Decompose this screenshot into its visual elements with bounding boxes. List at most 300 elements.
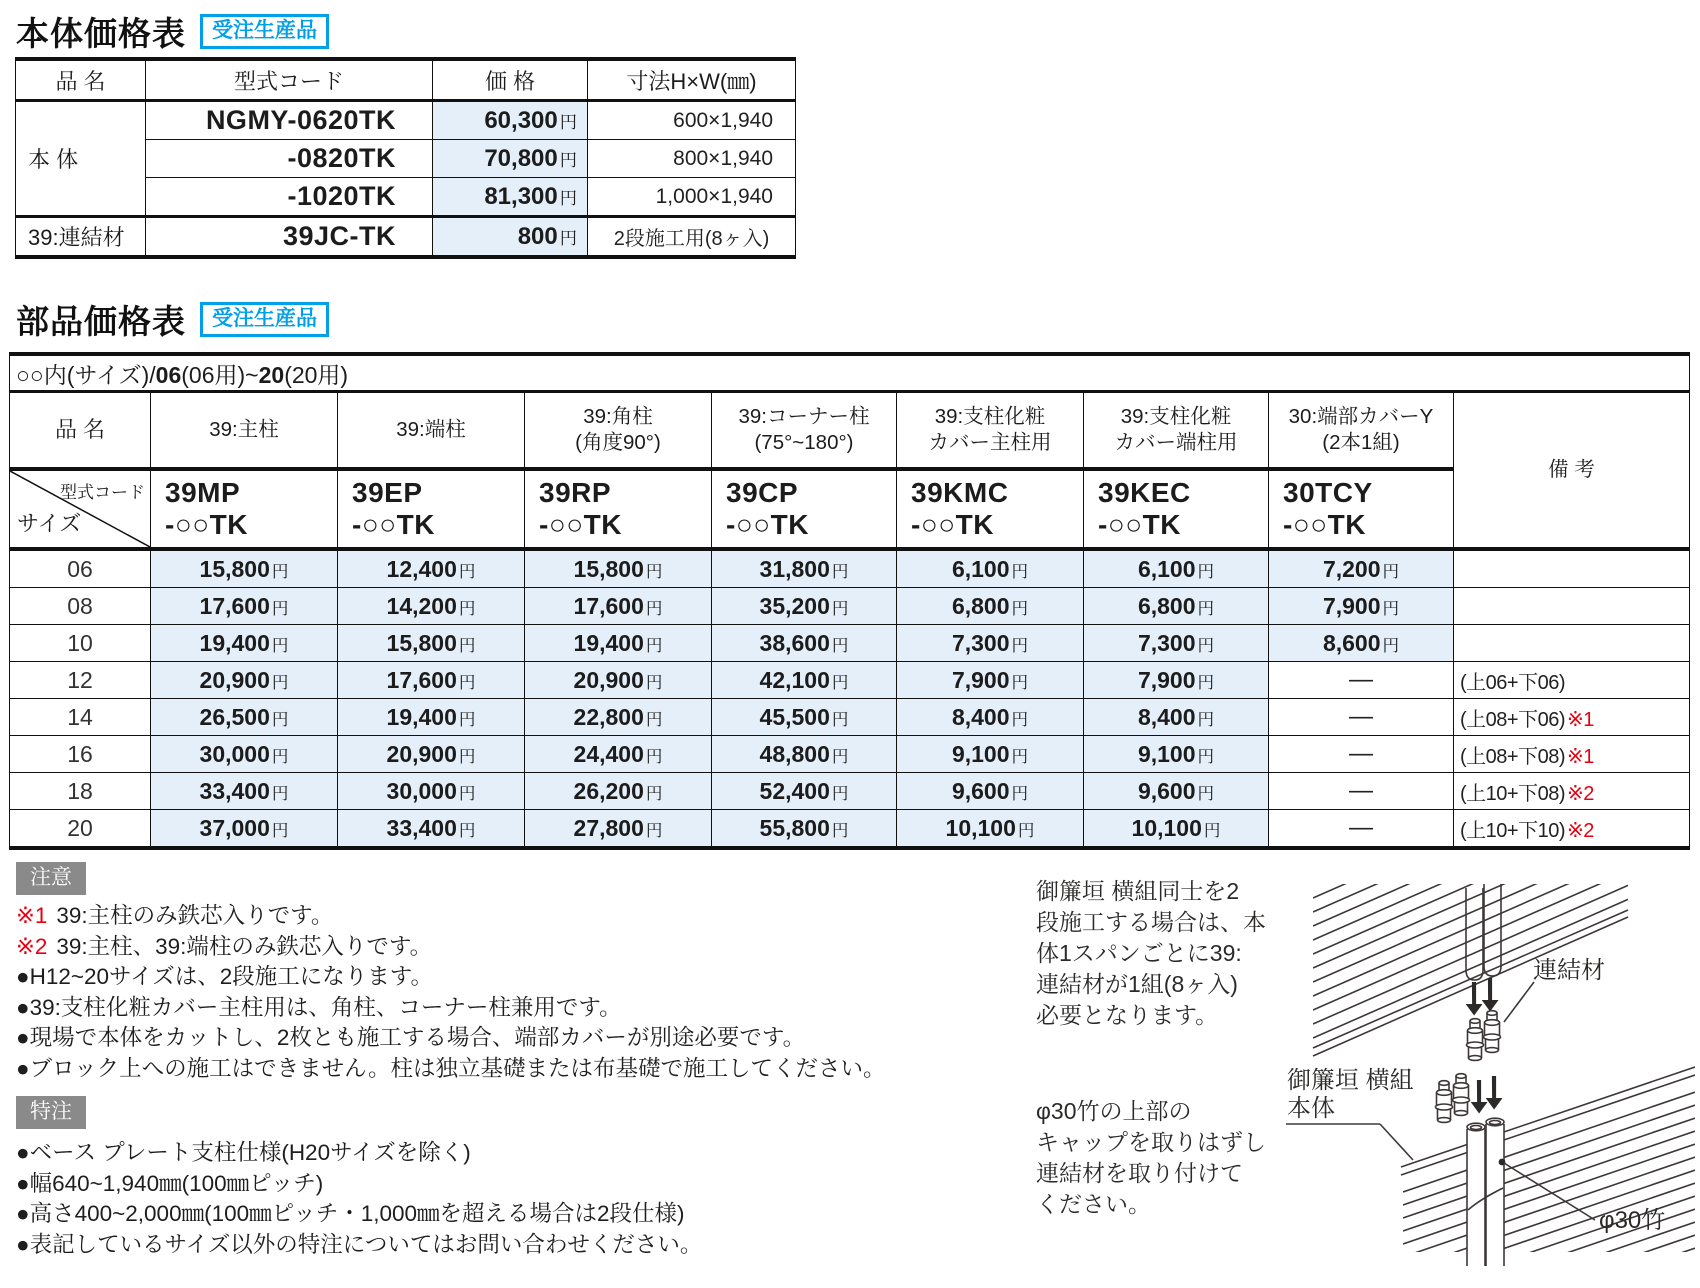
yen-suffix: 円 (458, 746, 476, 766)
yen-suffix: 円 (645, 561, 663, 581)
price-number: 19,400 (199, 629, 270, 656)
yen-suffix: 円 (645, 672, 663, 692)
price-number: 20,900 (199, 666, 270, 693)
price-number: 8,600 (1322, 629, 1381, 656)
part-name-line1: 39:端柱 (396, 418, 466, 442)
price-number: 7,300 (1137, 629, 1196, 656)
note-text: 現場で本体をカットし、2枚とも施工する場合、端部カバーが別途必要です。 (29, 1025, 806, 1050)
yen-suffix: 円 (645, 783, 663, 803)
part-price-cell (712, 588, 897, 625)
part-price-cell (151, 736, 338, 773)
note-item (16, 1138, 702, 1169)
price-number: 30,000 (199, 740, 270, 767)
table-row (16, 101, 796, 140)
part-price-cell (897, 549, 1084, 588)
part-code-line2: -○○TK (911, 509, 994, 540)
part-price-cell (338, 588, 525, 625)
parts-row (10, 699, 1690, 736)
connector-leader-line (1504, 982, 1534, 1022)
size-note-row (10, 354, 1690, 392)
note-marker: ● (16, 1231, 30, 1257)
note-text: ブロック上への施工はできません。柱は独立基礎または布基礎で施工してください。 (29, 1055, 886, 1081)
note-item (16, 1230, 702, 1261)
yen-suffix: 円 (559, 149, 577, 170)
part-price-cell (1084, 662, 1269, 699)
price-number: 9,600 (951, 777, 1010, 804)
note-marker: ※2 (16, 933, 48, 959)
parts-row (10, 810, 1690, 849)
yen-suffix: 円 (271, 783, 289, 803)
part-code-line2: -○○TK (539, 509, 622, 540)
note-marker: ● (16, 1170, 30, 1196)
price-number: 7,200 (1322, 555, 1381, 582)
part-name-line2: (2本1組) (1322, 431, 1400, 454)
price-number: 19,400 (386, 703, 457, 730)
yen-suffix: 円 (831, 746, 849, 766)
part-price-cell (151, 625, 338, 662)
dimension-cell: 2段施工用(8ヶ入) (588, 217, 796, 258)
price-number: 52,400 (759, 777, 830, 804)
price-number: 10,100 (945, 814, 1016, 841)
price-number: 8,400 (951, 703, 1010, 730)
parts-price-title: 部品価格表 (16, 303, 186, 340)
price-number: 6,100 (951, 555, 1010, 582)
note-marker: ● (16, 994, 30, 1020)
note-text: 39:主柱のみ鉄芯入りです。 (56, 903, 334, 928)
parts-header-row-codes (10, 469, 1690, 549)
note-marker: ● (16, 1140, 30, 1165)
part-price-cell (712, 736, 897, 773)
part-price-cell (338, 662, 525, 699)
yen-suffix: 円 (1203, 820, 1221, 840)
bamboo-label: φ30竹 (1599, 1207, 1666, 1234)
dimension-cell: 600×1,940 (588, 101, 796, 140)
yen-suffix: 円 (271, 820, 289, 840)
remark-ref-mark: ※1 (1567, 745, 1594, 768)
price-number: 17,600 (386, 666, 457, 693)
part-price-cell (897, 662, 1084, 699)
parts-row (10, 773, 1690, 810)
connector-part (1436, 1081, 1453, 1123)
size-cell: 18 (10, 773, 151, 810)
yen-suffix: 円 (271, 709, 289, 729)
price-number: 45,500 (759, 703, 830, 730)
price-number: 31,800 (759, 555, 830, 582)
part-name-line1: 39:コーナー柱 (738, 405, 870, 429)
part-price-cell (525, 773, 712, 810)
connector-part (1484, 1011, 1501, 1053)
hatch-line (1403, 1118, 1695, 1218)
panel-label-line2: 本体 (1287, 1095, 1335, 1122)
note-item (16, 1054, 886, 1085)
hatch-line (1403, 1248, 1695, 1286)
yen-suffix: 円 (645, 635, 663, 655)
remarks-header: 備 考 (1454, 392, 1690, 550)
price-number: 55,800 (759, 814, 830, 841)
yen-suffix: 円 (831, 561, 849, 581)
yen-suffix: 円 (1011, 561, 1029, 581)
yen-suffix: 円 (271, 672, 289, 692)
part-name-line1: 39:主柱 (209, 418, 279, 442)
size-code-corner-cell (10, 469, 151, 549)
yen-suffix: 円 (458, 783, 476, 803)
size-cell: 06 (10, 549, 151, 588)
part-price-cell (1084, 810, 1269, 849)
part-price-cell (1084, 588, 1269, 625)
price-number: 7,900 (951, 666, 1010, 693)
size-note-segment: 06 (155, 361, 182, 388)
lower-bamboo-tube (1486, 1122, 1504, 1266)
part-price-cell (525, 588, 712, 625)
part-price-cell (151, 773, 338, 810)
part-price-cell (1269, 549, 1454, 588)
down-arrow-icon (1471, 1080, 1488, 1114)
part-code-line2: -○○TK (1283, 509, 1366, 540)
part-price-cell (1269, 625, 1454, 662)
price-number: 70,800 (484, 144, 558, 172)
model-code-cell: 39JC-TK (146, 217, 433, 258)
body-table-tbody (16, 101, 796, 258)
connector-label: 連結材 (1533, 957, 1605, 984)
yen-suffix: 円 (559, 111, 577, 132)
part-price-cell (1084, 625, 1269, 662)
part-price-cell (525, 810, 712, 849)
yen-suffix: 円 (1011, 672, 1029, 692)
price-number: 38,600 (759, 629, 830, 656)
parts-table-body (10, 549, 1690, 848)
part-price-cell (712, 662, 897, 699)
parts-row (10, 662, 1690, 699)
note-item (16, 962, 886, 993)
part-name-line1: 39:支柱化粧 (934, 405, 1046, 429)
part-price-cell (151, 549, 338, 588)
remark-cell (1454, 736, 1690, 773)
size-note-segment: (06用)~ (181, 361, 259, 388)
part-name-line1: 30:端部カバーY (1288, 405, 1434, 429)
yen-suffix: 円 (831, 820, 849, 840)
remark-cell (1454, 549, 1690, 588)
price-cell (433, 217, 588, 258)
price-number: 6,100 (1137, 555, 1196, 582)
yen-suffix: 円 (559, 187, 577, 208)
fence-connector-diagram-svg (1283, 856, 1695, 1286)
body-price-section-header (16, 8, 329, 55)
note-text: 表記しているサイズ以外の特注についてはお問い合わせください。 (29, 1231, 703, 1257)
lower-bamboo-tube (1467, 1127, 1485, 1266)
part-code-line2: -○○TK (352, 509, 435, 540)
part-name-line2: (75°~180°) (754, 431, 854, 454)
remark-cell (1454, 699, 1690, 736)
yen-suffix: 円 (1011, 783, 1029, 803)
text-line: 段施工する場合は、本 (1036, 909, 1266, 935)
part-name-line2: カバー端柱用 (1114, 431, 1238, 454)
price-number: 60,300 (484, 106, 558, 134)
part-price-cell: — (1269, 699, 1454, 736)
size-note-segment: ○○内(サイズ)/ (16, 361, 156, 388)
price-number: 33,400 (386, 814, 457, 841)
product-name-cell: 39:連結材 (16, 217, 146, 258)
yen-suffix: 円 (458, 709, 476, 729)
part-price-cell (525, 662, 712, 699)
yen-suffix: 円 (458, 820, 476, 840)
price-number: 7,300 (951, 629, 1010, 656)
note-marker: ● (16, 1055, 30, 1081)
bamboo-leader-dot (1499, 1159, 1506, 1166)
part-price-cell (712, 625, 897, 662)
remark-ref-mark: ※2 (1567, 819, 1594, 842)
remark-ref-mark: ※1 (1567, 708, 1594, 731)
part-name-line1: 39:支柱化粧 (1120, 405, 1232, 429)
part-name-line2: カバー主柱用 (928, 431, 1052, 454)
size-cell: 08 (10, 588, 151, 625)
part-price-cell (338, 625, 525, 662)
price-number: 33,400 (199, 777, 270, 804)
part-code-line2: -○○TK (165, 509, 248, 540)
part-column-header (897, 392, 1084, 470)
yen-suffix: 円 (645, 820, 663, 840)
part-column-header (525, 392, 712, 470)
caution-badge: 注意 (16, 862, 86, 895)
part-price-cell (1084, 699, 1269, 736)
yen-suffix: 円 (1197, 561, 1215, 581)
down-arrow-icon (1486, 1076, 1503, 1110)
price-cell (433, 140, 588, 178)
note-item (16, 1023, 886, 1054)
bamboo-cap-note (1036, 1096, 1266, 1220)
price-number: 800 (517, 222, 558, 250)
part-price-cell (897, 736, 1084, 773)
panel-label-line1: 御簾垣 横組 (1287, 1067, 1414, 1094)
item-name-header: 品 名 (10, 392, 151, 470)
part-price-cell: — (1269, 773, 1454, 810)
remark-text: (上06+下06) (1460, 671, 1565, 694)
text-line: φ30竹の上部の (1036, 1098, 1192, 1124)
yen-suffix: 円 (1197, 709, 1215, 729)
down-arrow-icon (1482, 978, 1499, 1012)
size-cell: 14 (10, 699, 151, 736)
yen-suffix: 円 (271, 598, 289, 618)
yen-suffix: 円 (831, 598, 849, 618)
part-price-cell (338, 699, 525, 736)
parts-row (10, 625, 1690, 662)
part-column-header (151, 392, 338, 470)
yen-suffix: 円 (645, 598, 663, 618)
parts-row (10, 549, 1690, 588)
column-header: 価 格 (433, 59, 588, 101)
part-name-line2: (角度90°) (575, 431, 661, 454)
remark-cell (1454, 662, 1690, 699)
price-number: 12,400 (386, 555, 457, 582)
made-to-order-badge: 受注生産品 (200, 14, 329, 49)
price-cell (433, 101, 588, 140)
yen-suffix: 円 (1197, 635, 1215, 655)
part-price-cell (151, 699, 338, 736)
note-text: 39:主柱、39:端柱のみ鉄芯入りです。 (56, 933, 433, 959)
price-number: 8,400 (1137, 703, 1196, 730)
price-cell (433, 178, 588, 217)
part-price-cell (712, 549, 897, 588)
parts-header-row-names (10, 392, 1690, 470)
price-number: 48,800 (759, 740, 830, 767)
size-note (10, 354, 1690, 392)
text-line: 御簾垣 横組同士を2 (1036, 878, 1240, 904)
price-number: 14,200 (386, 592, 457, 619)
custom-note-list (16, 1138, 702, 1260)
model-code-cell: NGMY-0620TK (146, 101, 433, 140)
part-price-cell (525, 549, 712, 588)
price-number: 9,600 (1137, 777, 1196, 804)
note-marker: ● (16, 964, 30, 989)
part-price-cell (897, 588, 1084, 625)
corner-label-size: サイズ (17, 511, 82, 536)
size-cell: 12 (10, 662, 151, 699)
price-number: 27,800 (573, 814, 644, 841)
part-price-cell (1084, 773, 1269, 810)
note-text: ベース プレート支柱仕様(H20サイズを除く) (29, 1140, 471, 1165)
yen-suffix: 円 (1011, 598, 1029, 618)
price-number: 30,000 (386, 777, 457, 804)
remark-text: (上08+下06) (1460, 708, 1565, 731)
part-price-cell (712, 810, 897, 849)
part-price-cell (1269, 588, 1454, 625)
part-code-line1: 30TCY (1283, 476, 1373, 508)
hatch-line (1403, 1274, 1695, 1286)
part-price-cell (712, 773, 897, 810)
parts-row (10, 588, 1690, 625)
yen-suffix: 円 (831, 709, 849, 729)
part-price-cell (897, 625, 1084, 662)
column-header: 型式コード (146, 59, 433, 101)
price-number: 37,000 (199, 814, 270, 841)
hatch-line (1313, 885, 1628, 1024)
text-line: キャップを取りはずし (1036, 1129, 1266, 1155)
text-line: 連結材を取り付けて (1036, 1160, 1243, 1186)
yen-suffix: 円 (458, 672, 476, 692)
hatch-line (1313, 871, 1628, 1010)
part-code-cell (1269, 469, 1454, 549)
part-price-cell (897, 773, 1084, 810)
price-number: 9,100 (951, 740, 1010, 767)
price-number: 24,400 (573, 740, 644, 767)
part-price-cell: — (1269, 662, 1454, 699)
size-note-segment: (20用) (284, 361, 349, 388)
price-number: 20,900 (386, 740, 457, 767)
column-header: 品 名 (16, 59, 146, 101)
note-item (16, 993, 886, 1024)
part-name-line1: 39:角柱 (583, 405, 653, 429)
connector-part (1453, 1074, 1470, 1116)
remark-cell (1454, 773, 1690, 810)
yen-suffix: 円 (271, 746, 289, 766)
part-code-line1: 39KMC (911, 476, 1009, 508)
part-code-line1: 39KEC (1098, 476, 1191, 508)
price-number: 42,100 (759, 666, 830, 693)
product-name-cell: 本 体 (16, 101, 146, 217)
note-item (16, 932, 886, 963)
price-number: 9,100 (1137, 740, 1196, 767)
dimension-cell: 800×1,940 (588, 140, 796, 178)
note-item (16, 1169, 702, 1200)
price-number: 15,800 (199, 555, 270, 582)
part-code-line2: -○○TK (1098, 509, 1181, 540)
part-price-cell (338, 736, 525, 773)
price-number: 7,900 (1137, 666, 1196, 693)
body-table-header-row (16, 59, 796, 101)
part-price-cell (525, 625, 712, 662)
part-code-line1: 39RP (539, 476, 612, 508)
table-row (16, 217, 796, 258)
column-header: 寸法H×W(㎜) (588, 59, 796, 101)
parts-row (10, 736, 1690, 773)
part-column-header (1269, 392, 1454, 470)
yen-suffix: 円 (1011, 709, 1029, 729)
yen-suffix: 円 (831, 635, 849, 655)
yen-suffix: 円 (645, 746, 663, 766)
yen-suffix: 円 (458, 598, 476, 618)
price-number: 26,200 (573, 777, 644, 804)
note-text: H12~20サイズは、2段施工になります。 (29, 964, 433, 989)
text-line: ください。 (1036, 1191, 1151, 1217)
yen-suffix: 円 (458, 635, 476, 655)
part-column-header (1084, 392, 1269, 470)
part-code-line1: 39MP (165, 476, 241, 508)
price-number: 20,900 (573, 666, 644, 693)
yen-suffix: 円 (1197, 672, 1215, 692)
part-price-cell (338, 773, 525, 810)
part-price-cell (525, 699, 712, 736)
part-price-cell: — (1269, 736, 1454, 773)
remark-text: (上08+下08) (1460, 745, 1565, 768)
custom-order-badge: 特注 (16, 1096, 86, 1129)
part-column-header (338, 392, 525, 470)
two-tier-install-note (1036, 876, 1266, 1031)
part-code-cell (338, 469, 525, 549)
part-price-cell (1084, 549, 1269, 588)
part-price-cell (897, 810, 1084, 849)
text-line: 必要となります。 (1036, 1002, 1219, 1028)
yen-suffix: 円 (1011, 746, 1029, 766)
part-code-cell (712, 469, 897, 549)
price-number: 15,800 (386, 629, 457, 656)
note-text: 39:支柱化粧カバー主柱用は、角柱、コーナー柱兼用です。 (29, 994, 622, 1020)
part-price-cell (151, 588, 338, 625)
part-column-header (712, 392, 897, 470)
yen-suffix: 円 (1382, 635, 1400, 655)
connector-part (1467, 1019, 1484, 1061)
remark-cell (1454, 625, 1690, 662)
part-code-line2: -○○TK (726, 509, 809, 540)
price-number: 15,800 (573, 555, 644, 582)
corner-label-code: 型式コード (60, 483, 145, 502)
size-cell: 20 (10, 810, 151, 849)
size-note-segment: 20 (258, 361, 285, 388)
part-code-cell (525, 469, 712, 549)
yen-suffix: 円 (1197, 783, 1215, 803)
yen-suffix: 円 (271, 635, 289, 655)
part-price-cell (338, 810, 525, 849)
text-line: 連結材が1組(8ヶ入) (1036, 971, 1238, 997)
body-price-title: 本体価格表 (16, 15, 186, 52)
part-code-cell (151, 469, 338, 549)
price-number: 35,200 (759, 592, 830, 619)
part-price-cell (151, 662, 338, 699)
price-number: 6,800 (1137, 592, 1196, 619)
size-cell: 10 (10, 625, 151, 662)
yen-suffix: 円 (1017, 820, 1035, 840)
dimension-cell: 1,000×1,940 (588, 178, 796, 217)
note-item (16, 901, 886, 932)
body-price-table (15, 57, 796, 259)
